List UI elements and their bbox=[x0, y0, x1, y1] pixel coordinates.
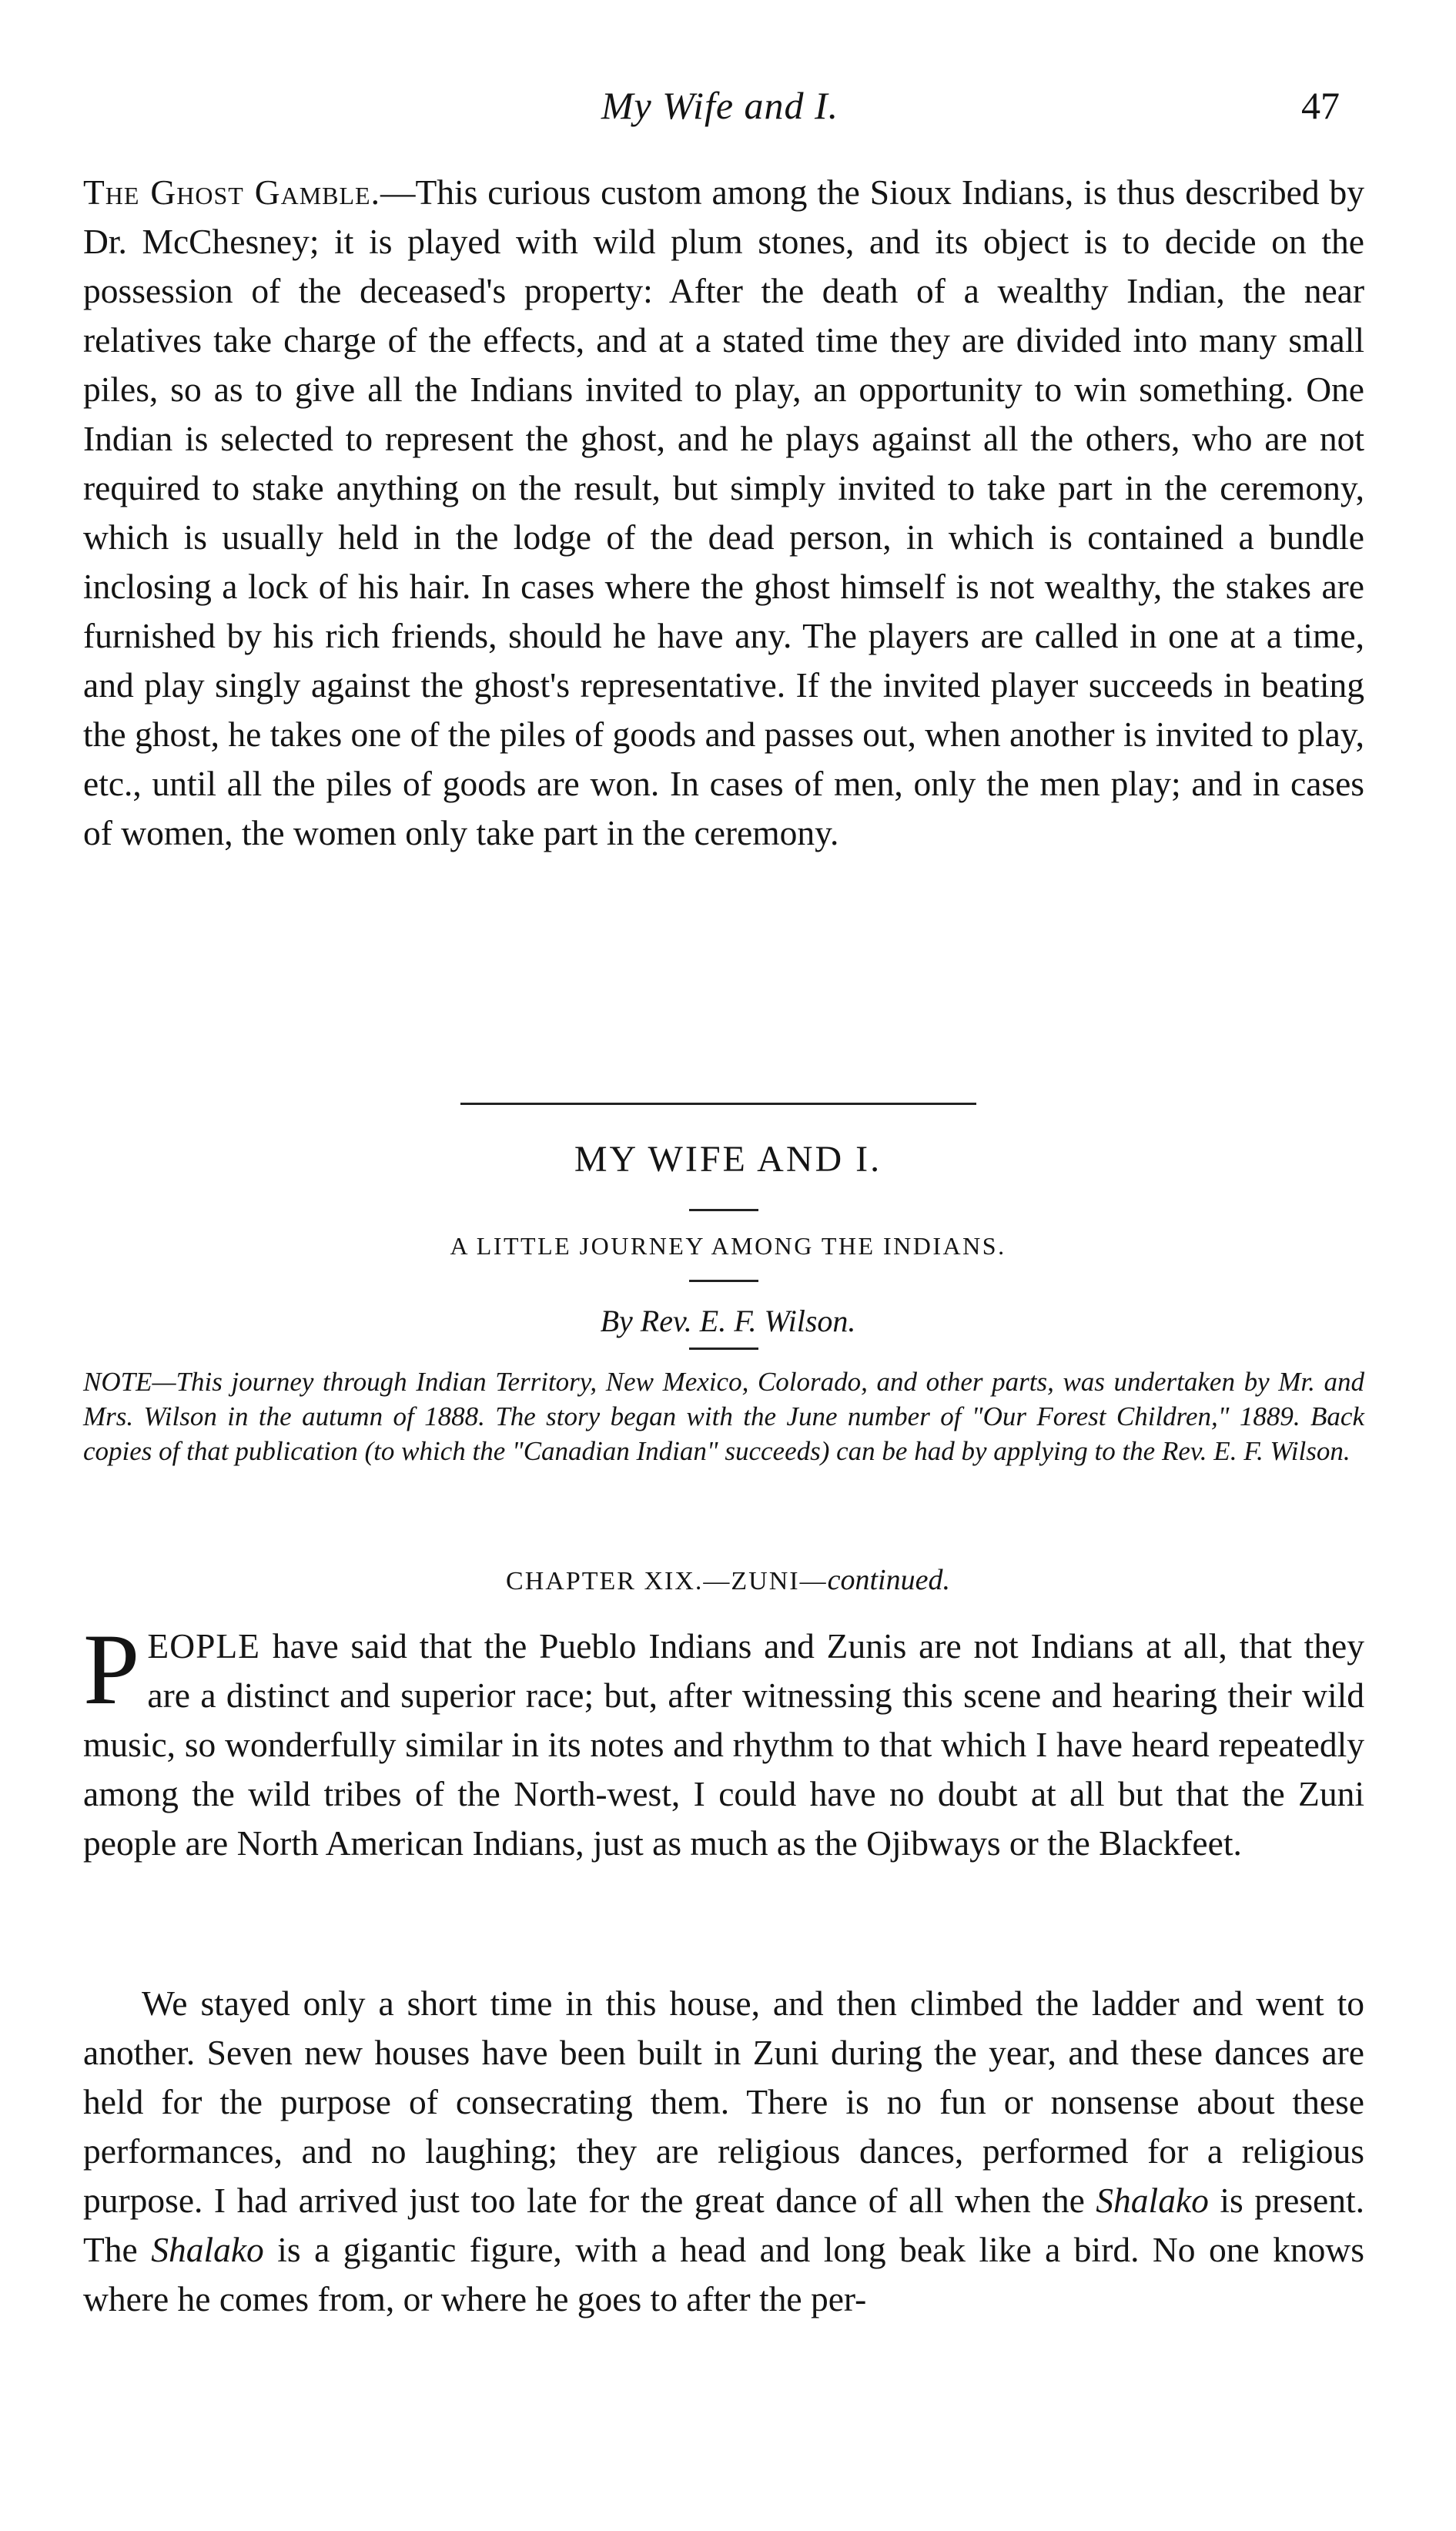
drop-cap: P bbox=[83, 1612, 140, 1726]
running-title: My Wife and I. bbox=[601, 84, 839, 127]
ghost-gamble-text: —This curious custom among the Sioux Indians, is thus described by Dr. McChesney; it is played with wild plum stones, and its object is to decide on the possession of the deceased's property: After the death of a wealthy Indian, the near relatives take charge of the effects, and at a stated time they are divided into many small piles, so as to give all the Indians invited to play, an opportunity to win something. One Indian is selected to represent the ghost, and he plays against all the others, who are not required to stake anything on the result, but simply invited to take part in the ceremony, which is usually held in the lodge of the dead person, in which is contained a bundle inclosing a lock of his hair. In cases where the ghost himself is not wealthy, the stakes are furnished by his rich friends, should he have any. The players are called in one at a time, and play singly against the ghost's representative. If the invited player succeeds in beating the ghost, he takes one of the piles of goods and passes out, when another is invited to play, etc., until all the piles of goods are won. In cases of men, only the men play; and in cases of women, the women only take part in the ceremony. bbox=[83, 172, 1364, 852]
page-number: 47 bbox=[1301, 84, 1340, 127]
chapter-label: CHAPTER XIX.—ZUNI— bbox=[506, 1567, 828, 1595]
article-byline: By Rev. E. F. Wilson. bbox=[600, 1304, 856, 1338]
paragraph-2-text bbox=[83, 1979, 1364, 2324]
title-rule bbox=[689, 1209, 758, 1211]
chapter-continued: continued. bbox=[827, 1564, 950, 1596]
ghost-gamble-section bbox=[83, 168, 1364, 858]
paragraph-1-caps: EOPLE bbox=[147, 1626, 260, 1666]
subtitle-rule bbox=[689, 1280, 758, 1282]
shalako-term-1: Shalako bbox=[1096, 2181, 1209, 2220]
shalako-term-2: Shalako bbox=[151, 2230, 264, 2269]
article-title: MY WIFE AND I. bbox=[574, 1139, 882, 1180]
chapter-heading bbox=[0, 1563, 1456, 1597]
ghost-gamble-paragraph bbox=[83, 168, 1364, 858]
body-paragraph-2 bbox=[83, 1979, 1364, 2324]
paragraph-2-part-a: We stayed only a short time in this house, and then climbed the ladder and went to another. Seven new houses have been built in Zuni during the year, and these dances are held for the purpose of consecrating them. There is no fun or nonsense about these performances, and no laughing; they are religious dances, performed for a religious purpose. I had arrived just too late for the great dance of all when the bbox=[83, 1984, 1364, 2220]
paragraph-1-text bbox=[83, 1612, 1364, 1868]
editor-note: NOTE—This journey through Indian Territory, New Mexico, Colorado, and other parts, was undertaken by Mr. and Mrs. Wilson in the autumn of 1888. The story began with the June number of "Our Forest Children," 1889. Back copies of that publication (to which the "Canadian Indian" succeeds) can be had by applying to the Rev. E. F. Wilson. bbox=[83, 1367, 1364, 1466]
article-subtitle: A LITTLE JOURNEY AMONG THE INDIANS. bbox=[450, 1232, 1006, 1260]
paragraph-2-part-b: is present. The bbox=[83, 2181, 1364, 2269]
section-divider bbox=[460, 1103, 976, 1105]
byline-rule bbox=[689, 1348, 758, 1350]
ghost-gamble-heading: The Ghost Gamble. bbox=[83, 172, 380, 212]
page-header bbox=[100, 83, 1340, 137]
paragraph-1-body: have said that the Pueblo Indians and Zunis are not Indians at all, that they are a distinct and superior race; but, after witnessing this scene and hearing their wild music, so wonderfully similar in its notes and rhythm to that which I have heard repeatedly among the wild tribes of the North-west, I could have no doubt at all but that the Zuni people are North American Indians, just as much as the Ojibways or the Blackfeet. bbox=[83, 1626, 1364, 1863]
body-paragraph-1 bbox=[83, 1612, 1364, 1868]
paragraph-2-part-c: is a gigantic figure, with a head and long beak like a bird. No one knows where he comes from, or where he goes to after the per- bbox=[83, 2230, 1364, 2318]
